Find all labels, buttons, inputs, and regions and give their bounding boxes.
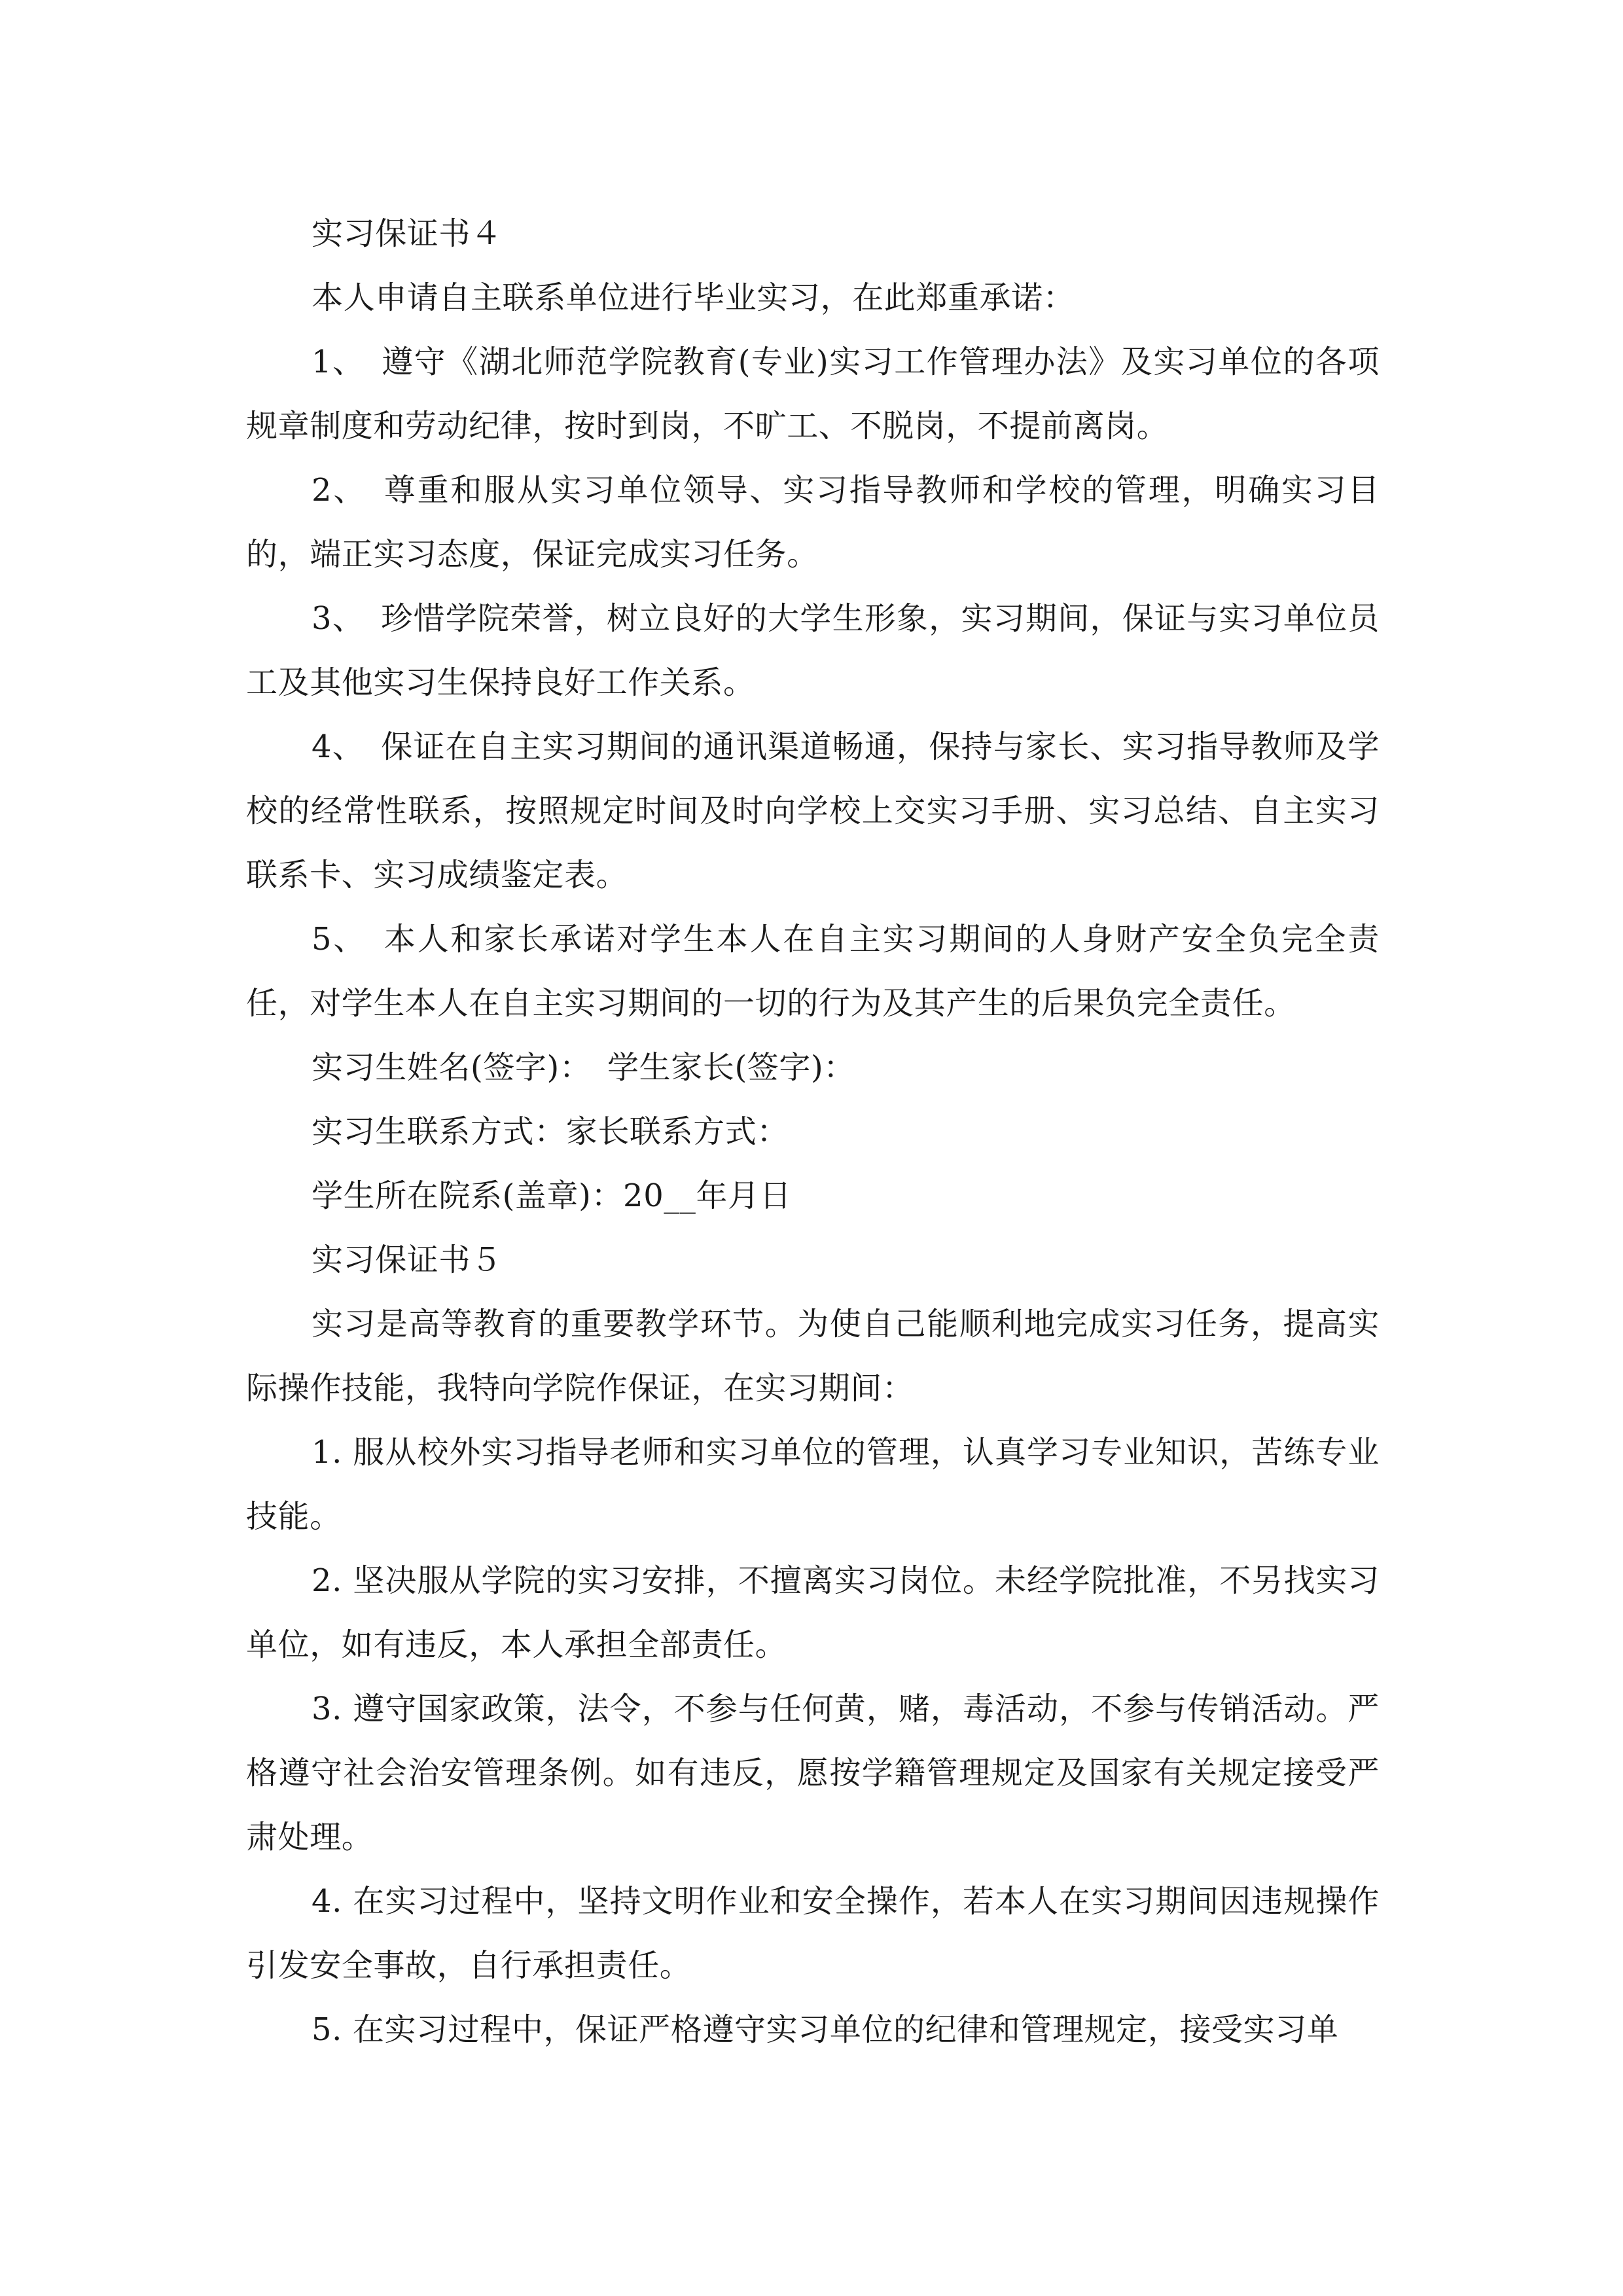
section-4-intro: 本人申请自主联系单位进行毕业实习，在此郑重承诺：	[312, 279, 1075, 316]
contact-line: 实习生联系方式：家长联系方式：	[312, 1113, 789, 1150]
section-5-intro: 实习是高等教育的重要教学环节。为使自己能顺利地完成实习任务，提高实际操作技能，我特向学院作保证，在实习期间：	[246, 1306, 1380, 1407]
section-4-item: 2、 尊重和服从实习单位领导、实习指导教师和学校的管理，明确实习目的，端正实习态度，保证完成实习任务。	[246, 472, 1380, 573]
section-4-item: 4、 保证在自主实习期间的通讯渠道畅通，保持与家长、实习指导教师及学校的经常性联系，按照规定时间及时向学校上交实习手册、实习总结、自主实习联系卡、实习成绩鉴定表。	[246, 728, 1380, 893]
document-body	[246, 202, 1380, 2062]
section-5-item: 1. 服从校外实习指导老师和实习单位的管理，认真学习专业知识，苦练专业技能。	[246, 1434, 1380, 1535]
department-seal-line: 学生所在院系(盖章)：20__年月日	[312, 1177, 792, 1214]
section-4-item: 1、 遵守《湖北师范学院教育(专业)实习工作管理办法》及实习单位的各项规章制度和劳动纪律，按时到岗，不旷工、不脱岗，不提前离岗。	[246, 344, 1380, 444]
section-4-title: 实习保证书４	[312, 215, 503, 252]
section-5-title: 实习保证书５	[312, 1242, 503, 1278]
section-5-item: 4. 在实习过程中，坚持文明作业和安全操作，若本人在实习期间因违规操作引发安全事故，自行承担责任。	[246, 1883, 1380, 1984]
section-4-item: 5、 本人和家长承诺对学生本人在自主实习期间的人身财产安全负完全责任，对学生本人在自主实习期间的一切的行为及其产生的后果负完全责任。	[246, 921, 1380, 1022]
section-4-item: 3、 珍惜学院荣誉，树立良好的大学生形象，实习期间，保证与实习单位员工及其他实习生保持良好工作关系。	[246, 600, 1380, 701]
section-5-item: 3. 遵守国家政策，法令，不参与任何黄，赌，毒活动，不参与传销活动。严格遵守社会治安管理条例。如有违反，愿按学籍管理规定及国家有关规定接受严肃处理。	[246, 1691, 1380, 1856]
section-5-item: 2. 坚决服从学院的实习安排，不擅离实习岗位。未经学院批准，不另找实习单位，如有违反，本人承担全部责任。	[246, 1562, 1380, 1663]
section-5-item: 5. 在实习过程中，保证严格遵守实习单位的纪律和管理规定，接受实习单	[312, 2011, 1339, 2048]
signature-line: 实习生姓名(签字)： 学生家长(签字)：	[312, 1049, 855, 1086]
